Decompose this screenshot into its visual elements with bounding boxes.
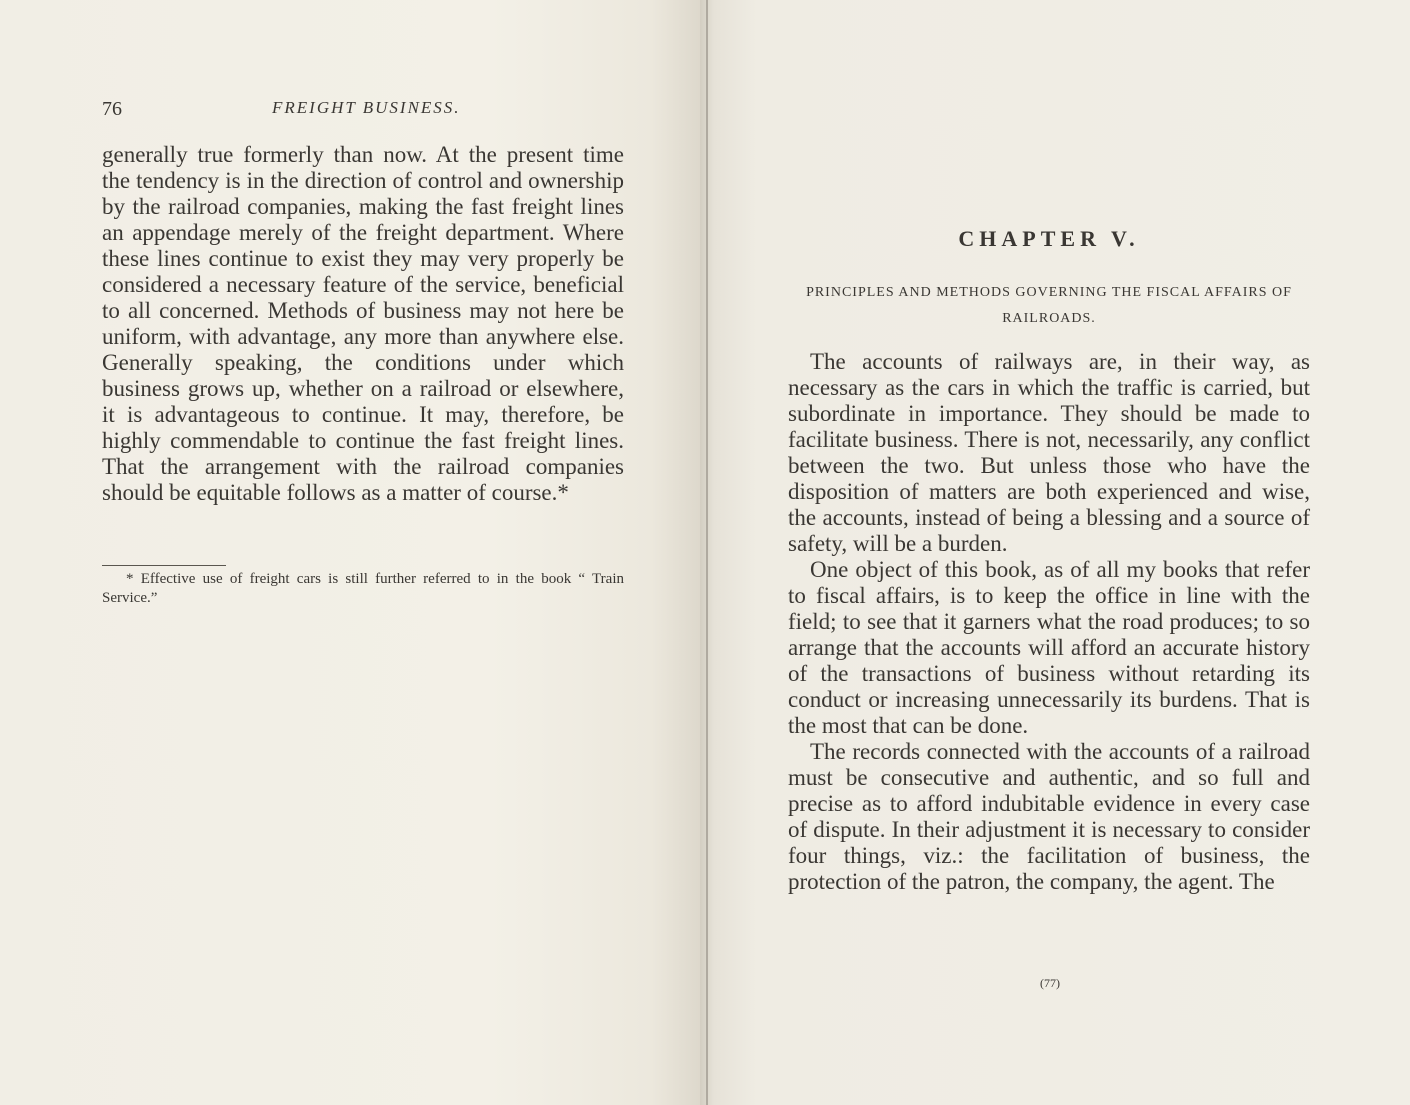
left-page bbox=[0, 0, 700, 1105]
page-number-right: (77) bbox=[1040, 976, 1060, 990]
paragraph-3: The records connected with the accounts of a railroad must be consecutive and authentic, and so full and precise as to afford indubitable evidence in every case of dispute. In their adjustment it is necessary to consider four things, viz.: the facilitation of business, the protection of the patron, the company, the agent. The bbox=[788, 739, 1310, 894]
running-title: FREIGHT BUSINESS. bbox=[272, 98, 461, 117]
left-running-head bbox=[102, 98, 624, 124]
paragraph-2: One object of this book, as of all my books that refer to fiscal affairs, is to keep the office in line with the field; to see that it garners what the road produces; to so arrange that the accounts will afford an accurate history of the transactions of business without retarding its conduct or increasing unnecessarily its burdens. That is the most that can be done. bbox=[788, 557, 1310, 738]
page-number-left: 76 bbox=[102, 98, 122, 120]
footnote: * Effective use of freight cars is still further referred to in the book “ Train Service.” bbox=[102, 571, 624, 606]
paragraph-1: The accounts of railways are, in their way, as necessary as the cars in which the traffic is carried, but subordinate in importance. They should be made to facilitate business. There is not, necessarily, any conflict between the two. But unless those who have the disposition of matters are both experienced and wise, the accounts, instead of being a blessing and a source of safety, will be a burden. bbox=[788, 349, 1310, 556]
footnote-divider bbox=[102, 565, 226, 566]
chapter-heading: CHAPTER V. bbox=[958, 226, 1140, 251]
right-body bbox=[788, 349, 1310, 895]
chapter-subtitle: PRINCIPLES AND METHODS GOVERNING THE FISCAL AFFAIRS OF RAILROADS. bbox=[806, 285, 1292, 326]
left-paragraph: generally true formerly than now. At the present time the tendency is in the direction of control and ownership by the railroad companies, making the fast freight lines an appendage merely of the freight department. Where these lines continue to exist they may very properly be considered a necessary feature of the service, beneficial to all concerned. Methods of business may not here be uniform, with advantage, any more than anywhere else. Generally speaking, the conditions under which business grows up, whether on a railroad or elsewhere, it is advantageous to continue. It may, therefore, be highly commendable to continue the fast freight lines. That the arrangement with the railroad companies should be equitable follows as a matter of course.* bbox=[102, 142, 624, 505]
gutter-fold bbox=[706, 0, 708, 1105]
